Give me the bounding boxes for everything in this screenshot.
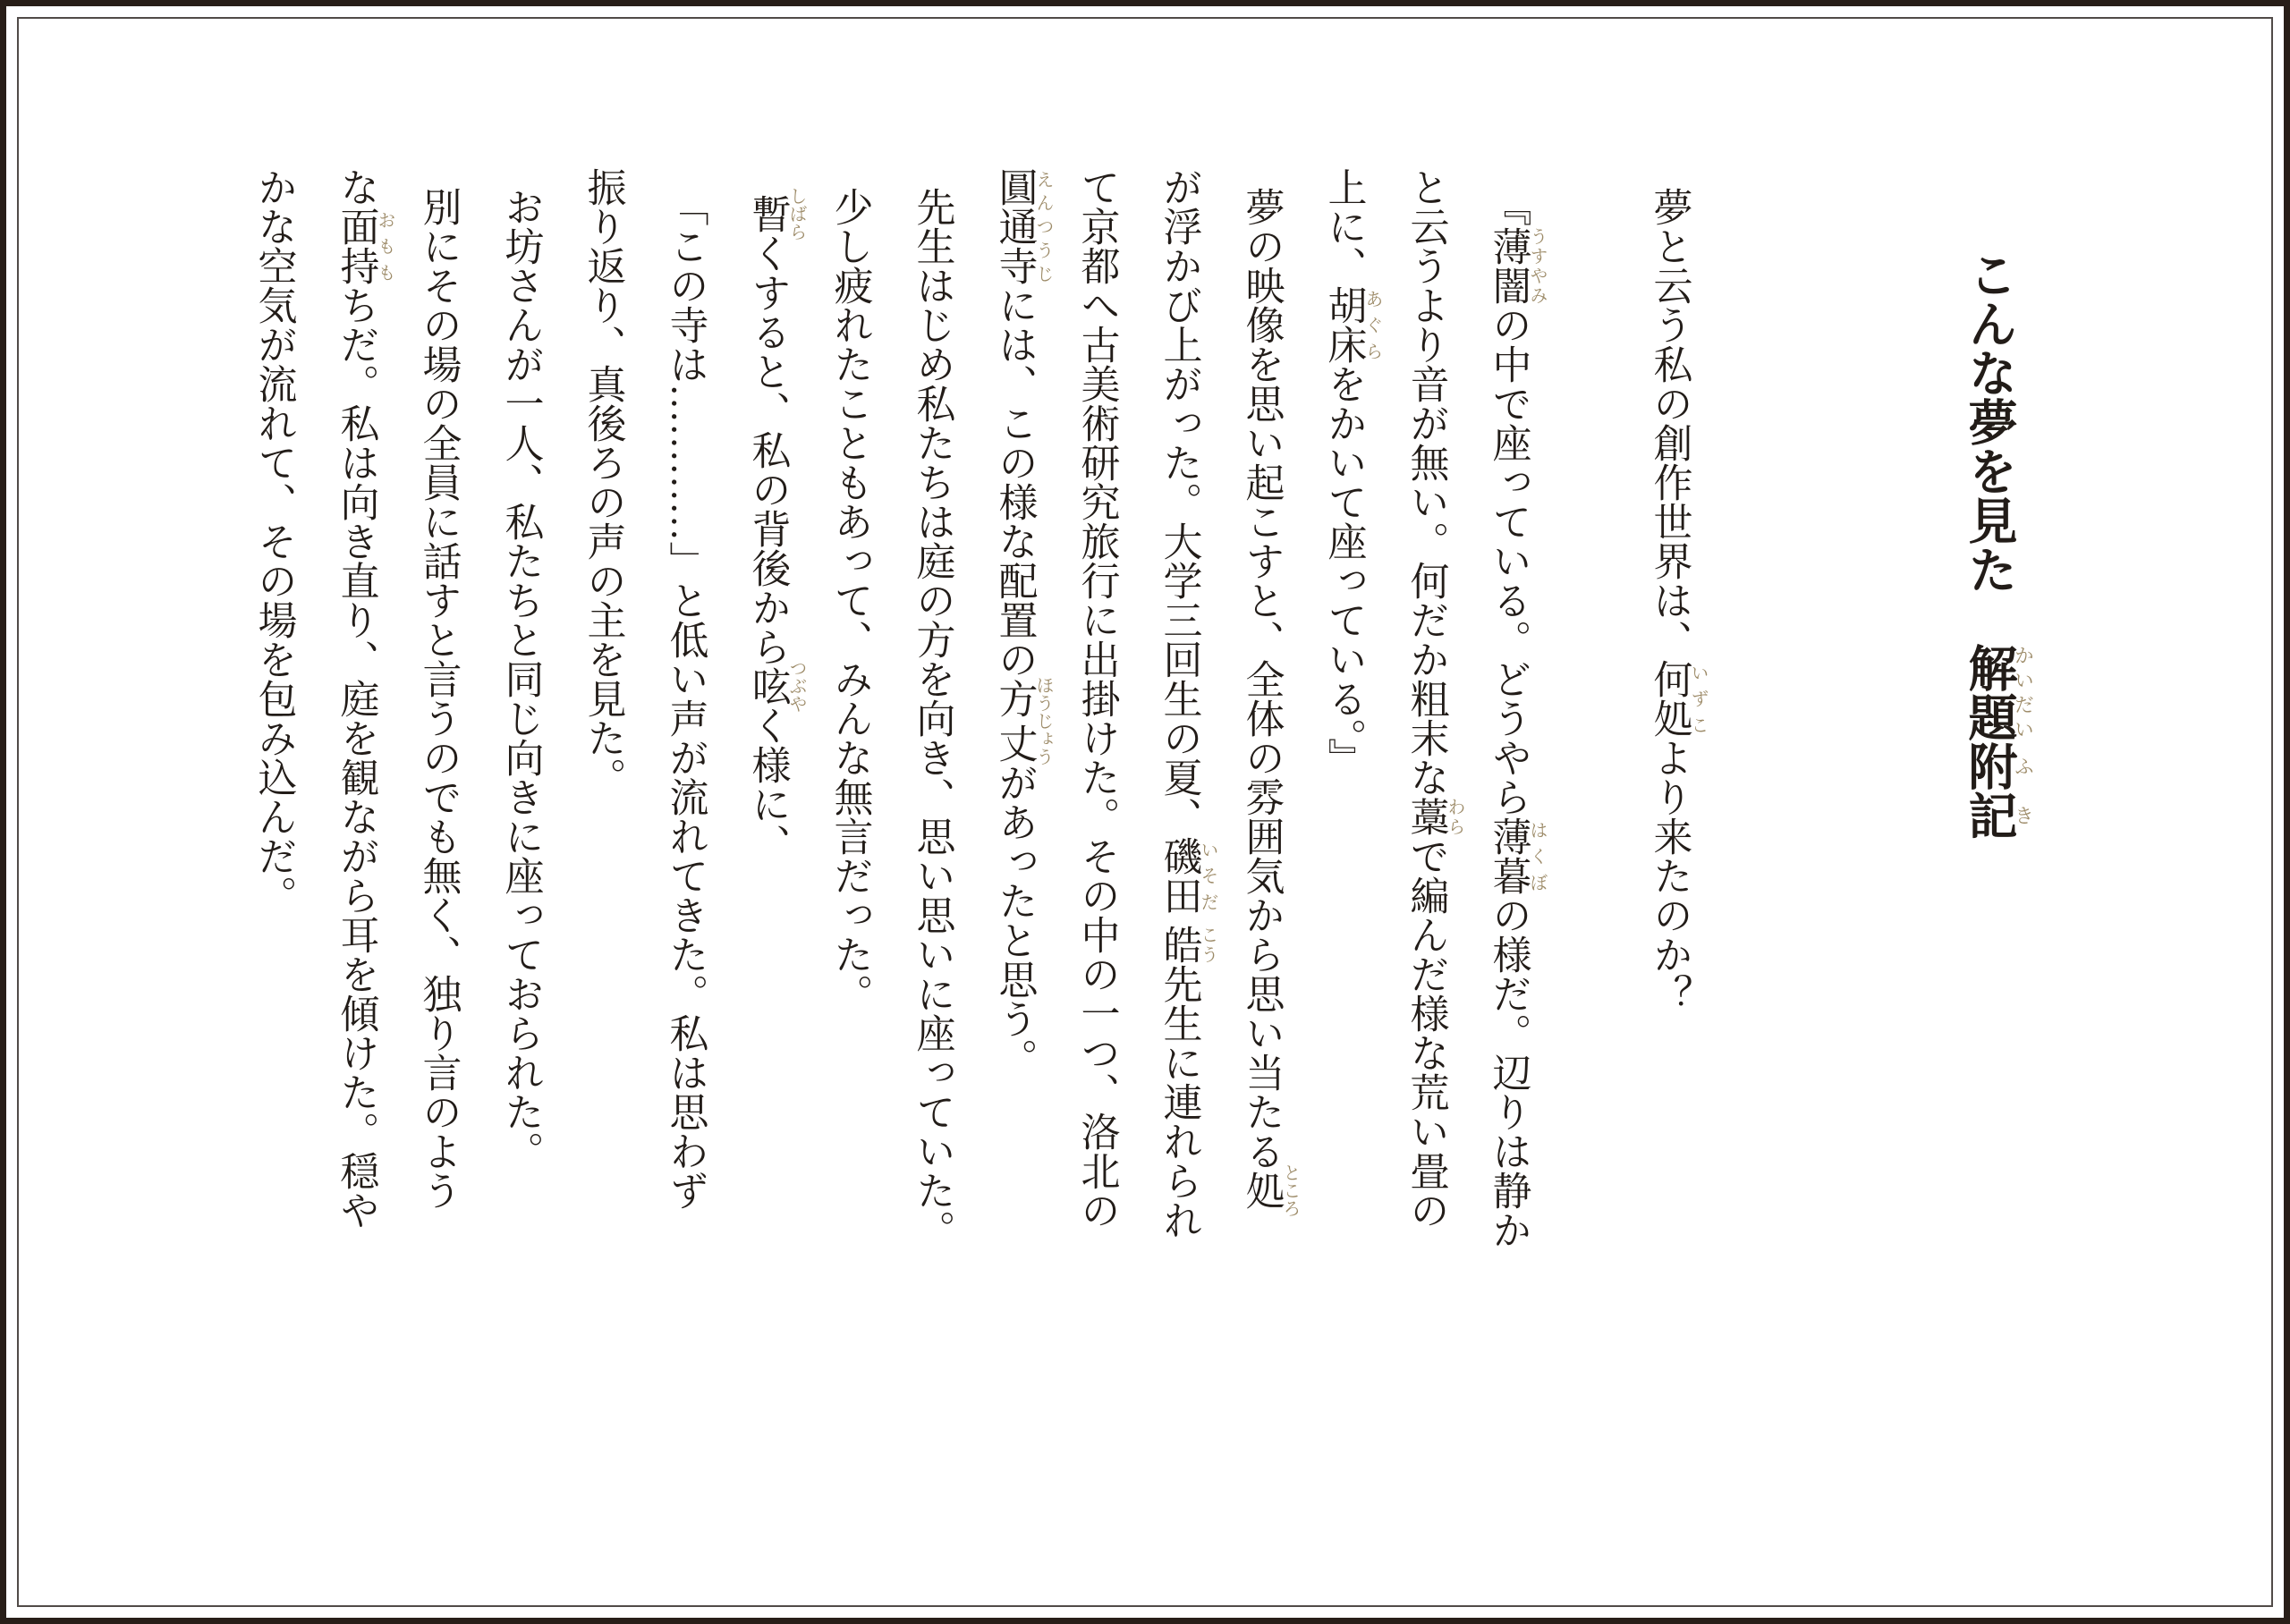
paragraph	[233, 167, 479, 1582]
paragraph	[479, 167, 562, 1582]
ruby-annotated-text: 面持おもも	[334, 207, 394, 285]
text-column: かな空気が流れて、その場を包み込んだ。	[251, 167, 296, 915]
ruby-annotated-text: 薄闇うすやみ	[1486, 226, 1547, 305]
furigana: ほうじょう	[1033, 676, 1053, 765]
body-text	[233, 167, 1710, 1582]
vertical-text-area	[60, 167, 2033, 1582]
ruby-annotated-text: 方丈ほうじょう	[992, 676, 1053, 765]
ruby-annotated-text: 薄暮はくぼ	[1486, 816, 1547, 895]
text-column: 別にその場の全員に話すと言うのでも無く、独り言のよう	[416, 187, 461, 1210]
furigana: こう	[1198, 925, 1217, 964]
text-column: 上に、胡床あぐらをかいて座っている。』	[1321, 167, 1382, 777]
ruby-annotated-text: 圓通寺えんつうじ	[992, 167, 1053, 285]
ruby-annotated-text: 処ところ	[1239, 1163, 1300, 1217]
text-column: 夢と云う私の創作世界は、何処いずこより来たのか？	[1647, 187, 1708, 1013]
text-column: が浮かび上がった。大学三回生の夏、磯田いそだ 皓こう先生に連れられ	[1157, 167, 1217, 1239]
ruby-annotated-text: 呟つぶや	[745, 659, 806, 713]
furigana: しばら	[786, 187, 806, 241]
ruby-annotated-text: 附記ふき	[1961, 741, 2035, 840]
furigana: つぶや	[786, 659, 806, 713]
paragraph	[809, 167, 891, 1582]
ruby-annotated-text: 磯田いそだ	[1157, 836, 1217, 915]
paragraph	[726, 167, 809, 1582]
paragraph	[1302, 167, 1549, 1582]
ruby-annotated-text: 胡床あぐら	[1321, 285, 1382, 364]
ruby-annotated-text: 解題かいだい	[1961, 643, 2035, 741]
paragraph	[562, 167, 726, 1582]
ruby-annotated-text: 藁わら	[1404, 797, 1464, 836]
text-column: 振り返り、真後ろの声の主を見た。	[581, 167, 625, 797]
text-column: 少し疲れたこともあって、みんな無言だった。	[827, 187, 872, 1013]
text-column: 夢の映像を思い起こすと、全体の雰囲気から思い当たる処ところ	[1239, 187, 1300, 1217]
furigana: かいだい	[2012, 643, 2035, 741]
paragraph	[1628, 167, 1710, 1582]
furigana: いそだ	[1198, 836, 1217, 915]
text-column: て京都へ古美術研究旅行に出掛けた。その中の一つ、洛北の	[1074, 167, 1119, 1230]
text-column: な面持おももちだ。私は向き直り、庭を観ながら耳を傾けた。穏や	[334, 167, 394, 1230]
paragraph	[973, 167, 1302, 1582]
text-column: お坊さんが一人、私たちと同じ向きに座っておられた。	[498, 187, 543, 1171]
ruby-annotated-text: 暫しばら	[745, 187, 806, 241]
text-column: 暫しばらくすると、私の背後から呟つぶやく様に、	[745, 187, 806, 863]
furigana: はくぼ	[1527, 816, 1547, 895]
furigana: ところ	[1280, 1163, 1300, 1217]
furigana: わら	[1445, 797, 1464, 836]
text-column: 『薄闇うすやみの中で座っている。どうやら薄暮はくぼの様だ。辺りは静か	[1486, 187, 1547, 1249]
furigana: おもも	[375, 207, 394, 285]
furigana: うすやみ	[1527, 226, 1547, 305]
text-column: 先生はじめ私たちは庭の方を向き、思い思いに座っていた。	[910, 187, 954, 1249]
furigana: ふき	[2012, 741, 2035, 840]
paragraph	[891, 167, 973, 1582]
text-column: と云うより音が無い。何だか粗末な藁わらで編んだ様な荒い畳の	[1404, 167, 1464, 1230]
ruby-annotated-text: 何処いずこ	[1647, 659, 1708, 738]
text-column: 圓通寺えんつうじには、この様な配置の方丈ほうじょうがあったと思う。	[992, 167, 1053, 1078]
furigana: えんつうじ	[1033, 167, 1053, 285]
text-column: 「この寺は…………」と低い声が流れてきた。私は思わず	[663, 187, 708, 1210]
furigana: あぐら	[1362, 285, 1382, 364]
ruby-annotated-text: 皓こう	[1157, 925, 1217, 964]
furigana: いずこ	[1688, 659, 1708, 738]
page-title: こんな夢を見た 解題かいだい附記ふき	[1961, 250, 2035, 840]
